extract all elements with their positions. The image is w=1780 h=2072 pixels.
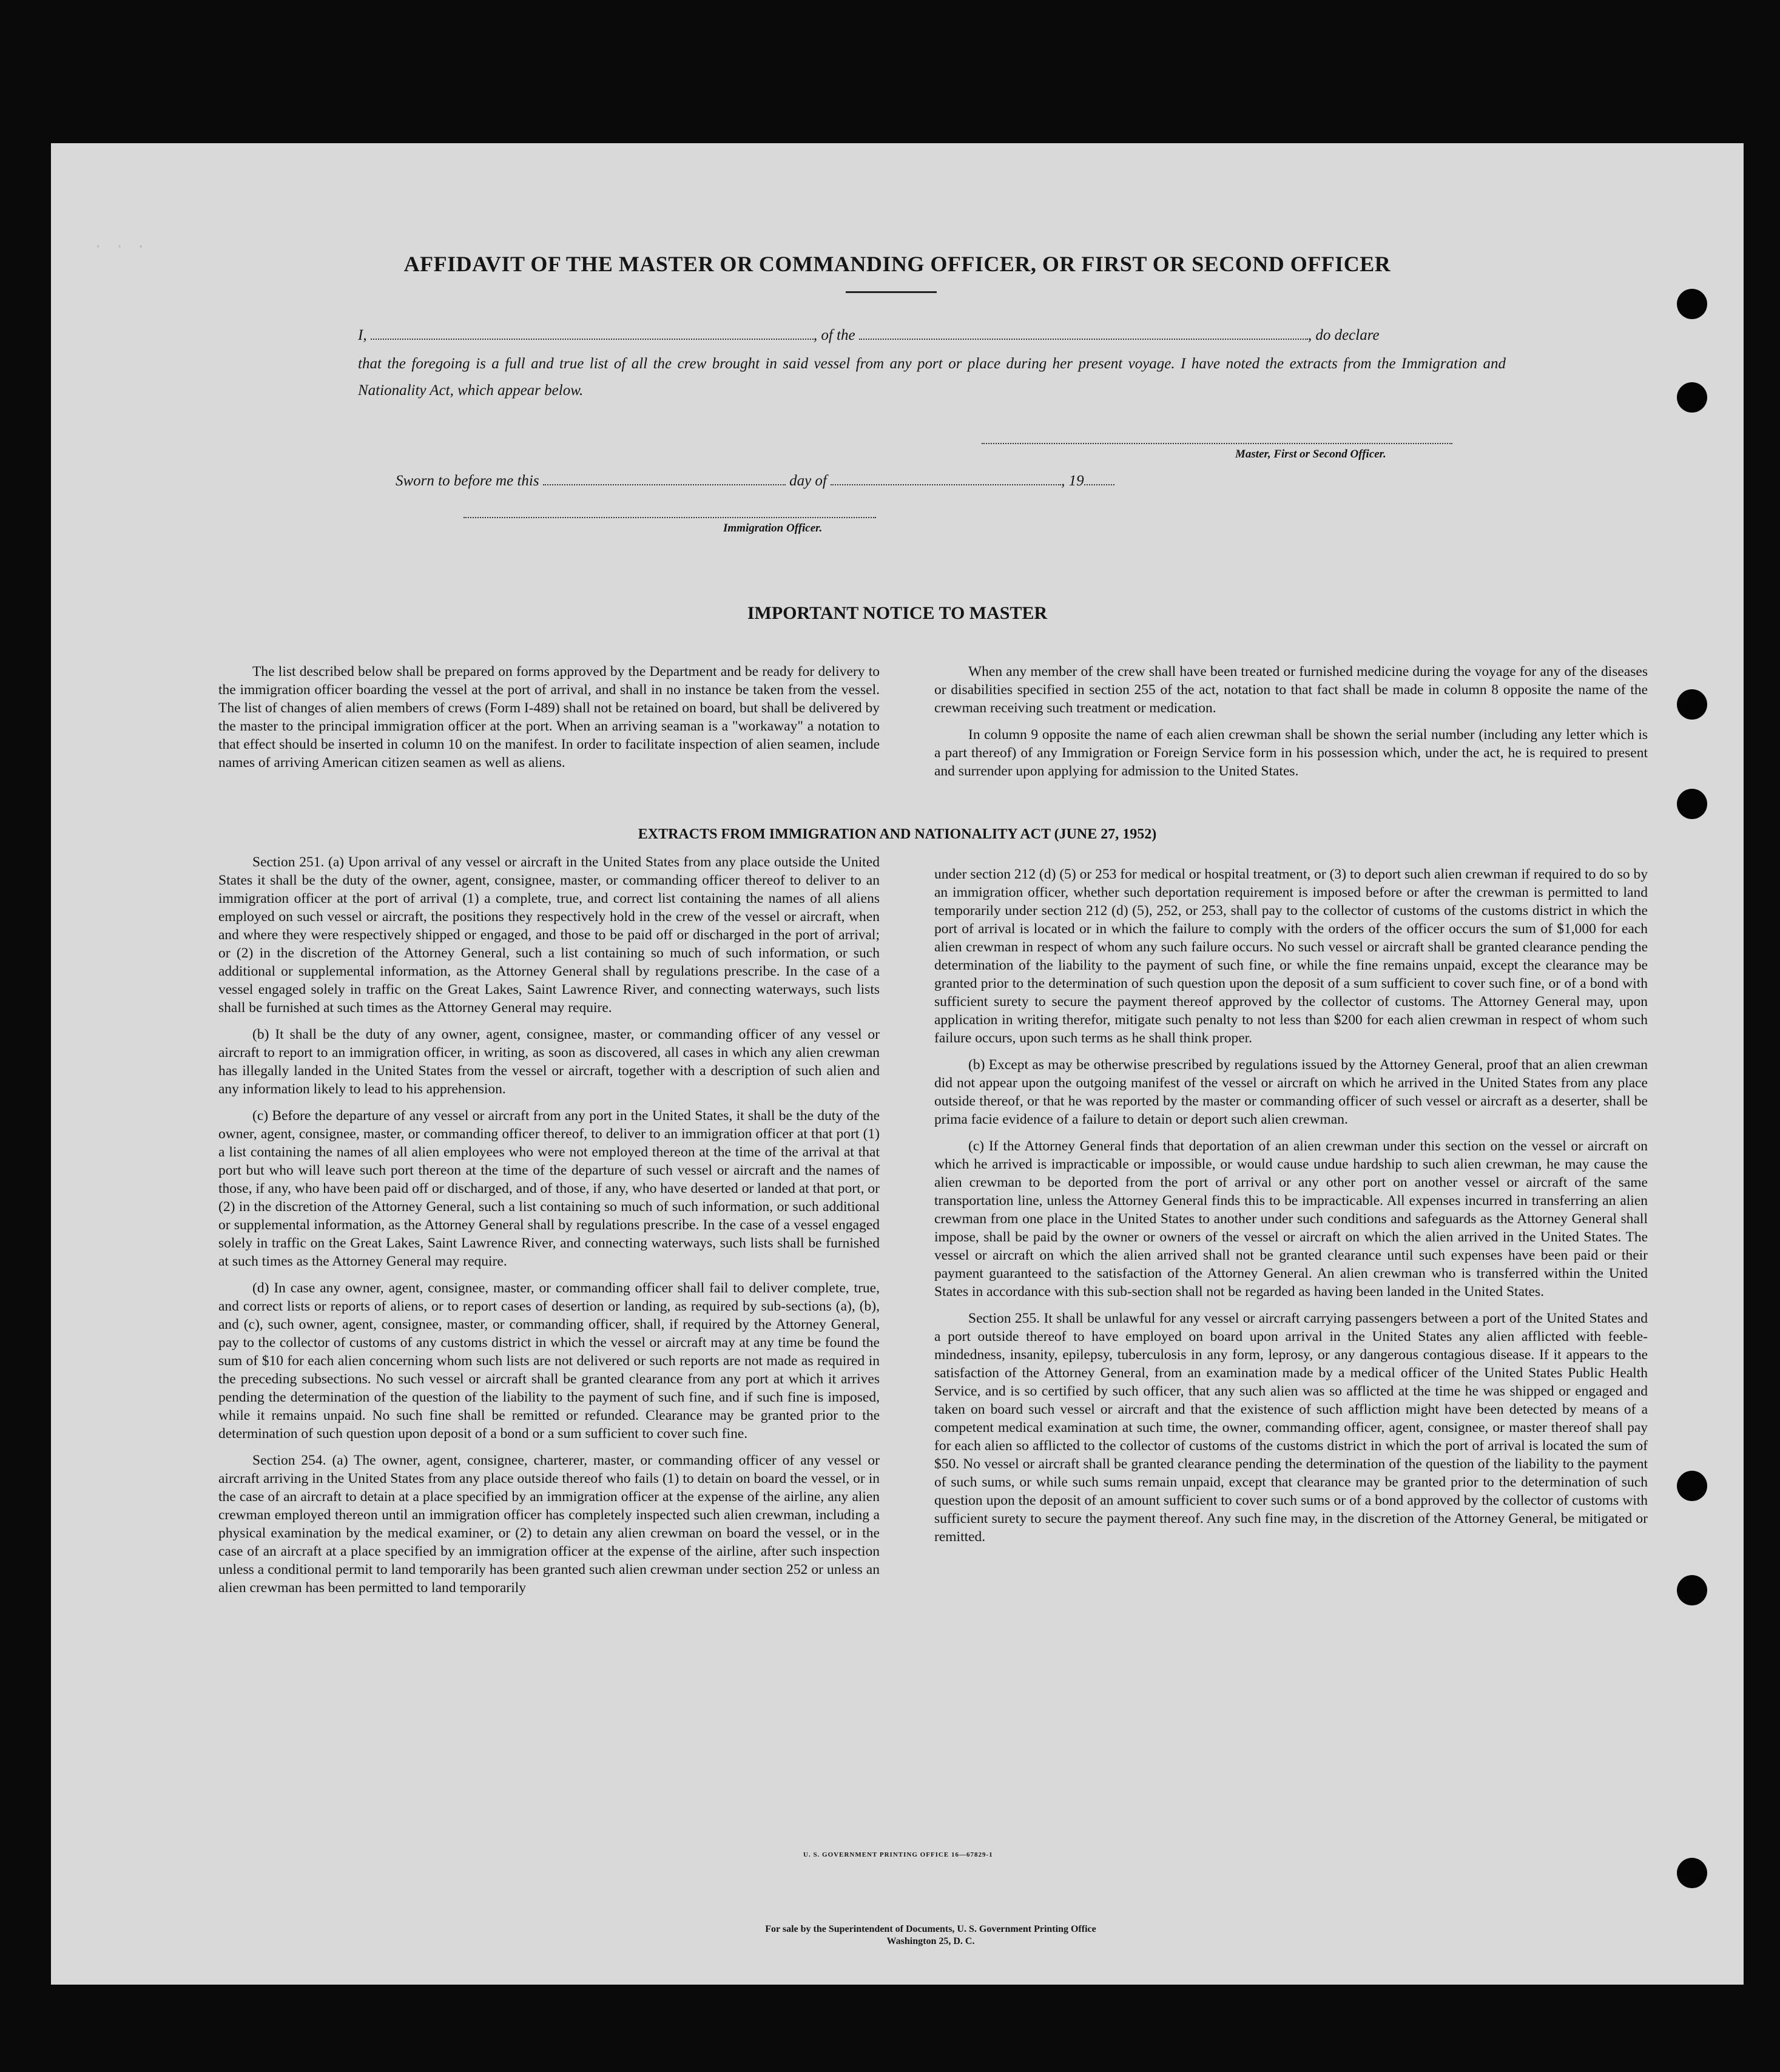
notice-left-column	[218, 663, 880, 780]
punch-hole	[1677, 382, 1707, 413]
sworn-month-field[interactable]	[831, 471, 1061, 485]
immigration-officer-label: Immigration Officer.	[723, 522, 823, 535]
declarant-name-field[interactable]	[371, 325, 814, 340]
notice-title: IMPORTANT NOTICE TO MASTER	[747, 603, 1048, 623]
extract-section-251b: (b) It shall be the duty of any owner, agent, consignee, master, or commanding officer of any vessel or aircraft to report to an immigration officer, in writing, as soon as discovered, all cases in which any alien crewman has illegally landed in the United States from the vessel or aircraft, together with a description of such alien and any information likely to lead to his apprehension.	[218, 1027, 880, 1097]
bleed-through-marks: . . .	[93, 234, 147, 252]
punch-hole	[1677, 789, 1707, 819]
punch-hole	[1677, 1471, 1707, 1501]
notice-right-column	[934, 663, 1648, 789]
extract-section-254c: (c) If the Attorney General finds that deportation of an alien crewman under this section on the vessel or aircraft on which he arrived is impracticable or impossible, or would cause undue hardship to such alien crewman, he may cause the alien crewman to be deported from the port of arrival or any other port on another vessel or aircraft of the same transportation line, unless the Attorney General finds this to be impracticable. All expenses incurred in transferring an alien crewman from one place in the United States to another under such conditions and safeguards as the Attorney General shall impose, shall be paid by the owner or owners of the vessel or aircraft on which the alien arrived in the United States. The vessel or aircraft on which the alien arrived shall not be granted clearance until such expenses have been paid or their payment guaranteed to the satisfaction of the Attorney General. An alien crewman who is transferred within the United States in accordance with this sub-section shall not be regarded as having been landed in the United States.	[934, 1138, 1648, 1300]
punch-hole	[1677, 689, 1707, 720]
sworn-prefix: Sworn to before me this	[396, 473, 539, 489]
sale-notice-line-1: For sale by the Superintendent of Documents, U. S. Government Printing Office	[765, 1924, 1096, 1934]
sworn-day-label: day of	[789, 473, 827, 489]
sworn-year-field[interactable]	[1084, 471, 1114, 485]
sworn-line	[396, 471, 1306, 490]
extract-section-254a-cont: under section 212 (d) (5) or 253 for medical or hospital treatment, or (3) to deport such alien crewman if required to do so by an immigration officer, whether such deportation requirement is imposed before or after the crewman is permitted to land temporarily under section 212 (d) (5), 252, or 253, shall pay to the collector of customs of the customs district in which the port of arrival is located or in which the failure to comply with the orders of the officer occurs the sum of $1,000 for each alien crewman in respect of whom any such failure occurs. No such vessel or aircraft shall be granted clearance pending the determination of the liability to the payment of such fine, or while the fine remains unpaid, except the clearance may be granted prior to the determination of such question upon the deposit of a sum sufficient to cover such fine, or of a bond with sufficient surety to secure the payment thereof approved by the collector of customs. The Attorney General may, upon application in writing therefor, mitigate such penalty to not less than $200 for each alien crewman in respect of whom such failure occurs, upon such terms as he shall think proper.	[934, 866, 1648, 1046]
sale-notice-line-2: Washington 25, D. C.	[886, 1936, 975, 1946]
do-declare-label: , do declare	[1307, 327, 1380, 343]
punch-hole	[1677, 1858, 1707, 1888]
extract-section-251a: Section 251. (a) Upon arrival of any vessel or aircraft in the United States from any place outside the United States it shall be the duty of the owner, agent, consignee, master, or commanding officer thereof to deliver to an immigration officer at the port of arrival (1) a complete, true, and correct list containing the names of all aliens employed on such vessel or aircraft, the positions they respectively hold in the crew of the vessel or aircraft, when and where they were respectively shipped or engaged, and those to be paid off or discharged in the port of arrival; or (2) in the discretion of the Attorney General, such a list containing so much of such information, or such additional or supplemental information, as the Attorney General shall by regulations prescribe. In the case of a vessel engaged solely in traffic on the Great Lakes, Saint Lawrence River, and connecting waterways, such lists shall be furnished at such times as the Attorney General may require.	[218, 854, 880, 1016]
extract-section-251d: (d) In case any owner, agent, consignee, master, or commanding officer shall fail to deliver complete, true, and correct lists or reports of aliens, or to report cases of desertion or landing, as required by sub-sections (a), (b), and (c), such owner, agent, consignee, master, or commanding officer, shall, if required by the Attorney General, pay to the collector of customs of any customs district in which the vessel or aircraft may at any time be found the sum of $10 for each alien concerning whom such lists are not delivered or such reports are not made as required in the preceding subsections. No such vessel or aircraft shall be granted clearance from any port at which it arrives pending the determination of the question of the liability to the payment of such fine, and if such fine is imposed, while it remains unpaid. No such fine shall be remitted or refunded. Clearance may be granted prior to the determination of such question upon deposit of a bond or a sum sufficient to cover such fine.	[218, 1280, 880, 1442]
notice-right-paragraph-2: In column 9 opposite the name of each alien crewman shall be shown the serial number (including any letter which is a part thereof) of any Immigration or Foreign Service form in his possession which, under the act, he is required to present and surrender upon applying for admission to the United States.	[934, 727, 1648, 779]
declaration-statement: that the foregoing is a full and true list of all the crew brought in said vessel from any port or place during her present voyage. I have noted the extracts from the Immigration and Nationality Act, which appear below.	[358, 356, 1506, 399]
extract-section-251c: (c) Before the departure of any vessel or aircraft from any port in the United States, it shall be the duty of the owner, agent, consignee, master, or commanding officer thereof, to deliver to an immigration officer at that port (1) a list containing the names of all alien employees who were not employed thereon at the time of the arrival at that port but who will leave such port thereon at the time of the departure of such vessel or aircraft and the names of those, if any, who have been paid off or discharged, and of those, if any, who have deserted or landed at that port, or (2) in the discretion of the Attorney General, such a list containing so much of such information, or such additional or supplemental information, as the Attorney General shall by regulations prescribe. In the case of a vessel engaged solely in traffic on the Great Lakes, Saint Lawrence River, and connecting waterways, such lists shall be furnished at such times as the Attorney General may require.	[218, 1108, 880, 1269]
punch-hole	[1677, 289, 1707, 319]
extracts-left-column	[218, 853, 880, 1605]
immigration-officer-signature-line[interactable]	[464, 517, 876, 518]
extracts-right-column	[934, 865, 1648, 1554]
declaration-line	[358, 325, 1506, 344]
form-sheet	[51, 143, 1744, 1985]
extract-section-255: Section 255. It shall be unlawful for any vessel or aircraft carrying passengers between a port of the United States and a port outside thereof to have employed on board upon arrival in the United States any alien afflicted with feeble-mindedness, insanity, epilepsy, tuberculosis in any form, leprosy, or any dangerous contagious disease. If it appears to the satisfaction of the Attorney General, from an examination made by a medical officer of the United States Public Health Service, and is so certified by such officer, that any such alien was so afflicted at the time he was shipped or engaged and taken on board such vessel or aircraft and that the existence of such affliction might have been detected by means of a competent medical examination at such time, the owner, commanding officer, agent, consignee, or master thereof shall pay for each alien so afflicted to the collector of customs of the customs district in which the port of arrival is located the sum of $50. No vessel or aircraft shall be granted clearance pending the determination of the question of the liability to the payment of such sums, or while such sums remain unpaid, except that clearance may be granted prior to the determination of such question upon the deposit of an amount sufficient to cover such sums or of a bond approved by the collector of customs with sufficient surety to secure the payment thereof. Any such fine may, in the discretion of the Attorney General, be mitigated or remitted.	[934, 1311, 1648, 1545]
master-signature-line[interactable]	[982, 443, 1452, 444]
sworn-year-label: , 19	[1061, 473, 1084, 489]
notice-left-paragraph: The list described below shall be prepared on forms approved by the Department and be ready for delivery to the immigration officer boarding the vessel at the port of arrival, and shall in no instance be taken from the vessel. The list of changes of alien members of crews (Form I-489) shall not be retained on board, but shall be delivered by the master to the principal immigration officer at the port. When an arriving seaman is a "workaway" a notation to that effect should be inserted in column 10 on the manifest. In order to facilitate inspection of alien seamen, include names of arriving American citizen seamen as well as aliens.	[218, 664, 880, 771]
sworn-day-field[interactable]	[543, 471, 786, 485]
extracts-heading: EXTRACTS FROM IMMIGRATION AND NATIONALITY ACT (JUNE 27, 1952)	[638, 826, 1157, 842]
extract-section-254b: (b) Except as may be otherwise prescribed by regulations issued by the Attorney General, proof that an alien crewman did not appear upon the outgoing manifest of the vessel or aircraft on which he arrived in the United States from any place outside thereof, or that he was reported by the master or commanding officer of such vessel or aircraft as a deserter, shall be prima facie evidence of a failure to detain or deport such alien crewman.	[934, 1057, 1648, 1127]
declarant-prefix: I,	[358, 327, 367, 343]
master-signature-label: Master, First or Second Officer.	[1235, 448, 1386, 461]
sale-notice	[670, 1923, 1192, 1948]
vessel-name-field[interactable]	[859, 325, 1308, 340]
punch-hole	[1677, 1575, 1707, 1605]
affidavit-title: AFFIDAVIT OF THE MASTER OR COMMANDING OFFICER, OR FIRST OR SECOND OFFICER	[403, 252, 1391, 276]
of-the-label: , of the	[813, 327, 855, 343]
title-rule	[846, 291, 937, 293]
gpo-imprint: U. S. GOVERNMENT PRINTING OFFICE 16—67829-1	[803, 1851, 993, 1858]
notice-right-paragraph-1: When any member of the crew shall have been treated or furnished medicine during the voyage for any of the diseases or disabilities specified in section 255 of the act, notation to that fact shall be made in column 8 opposite the name of the crewman receiving such treatment or medication.	[934, 664, 1648, 716]
extract-section-254a: Section 254. (a) The owner, agent, consignee, charterer, master, or commanding officer of any vessel or aircraft arriving in the United States from any place outside thereof who fails (1) to detain on board the vessel, or in the case of an aircraft to detain at a place specified by an immigration officer at the expense of the airline, any alien crewman employed thereon until an immigration officer has completely inspected such alien crewman, including a physical examination by the medical examiner, or (2) to detain any alien crewman on board the vessel, or in the case of an aircraft at a place specified by an immigration officer at the expense of the airline, after such inspection unless a conditional permit to land temporarily has been granted such alien crewman under section 252 or unless an alien crewman has been permitted to land temporarily	[218, 1453, 880, 1596]
